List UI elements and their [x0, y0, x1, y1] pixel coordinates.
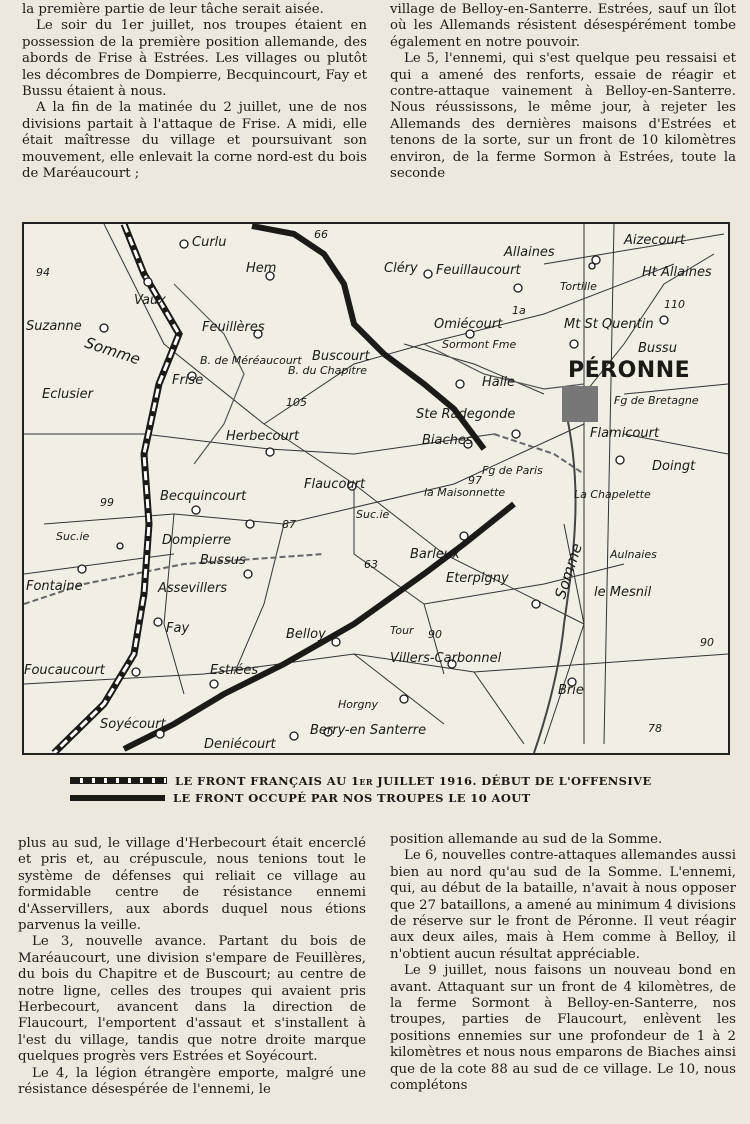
place-label: Belloy: [286, 627, 326, 642]
solid-front-line-icon: [70, 795, 165, 801]
place-label: Doingt: [652, 459, 696, 474]
place-label: Tortille: [560, 280, 597, 293]
height-label: 90: [700, 636, 714, 649]
paragraph: plus au sud, le village d'Herbecourt était encerclé et pris et, au crépuscule, nous tenions tout le système de défenses qui reliait ce village au formidable centre de résistance ennemi d'Asservillers, aux abords duquel nous étions parvenus la veille.: [18, 836, 366, 934]
legend-label: LE FRONT FRANÇAIS AU 1er JUILLET 1916. DÉBUT DE L'OFFENSIVE: [175, 773, 652, 788]
height-label: 94: [36, 266, 50, 279]
place-label: Brie: [558, 683, 584, 698]
place-label: Assevillers: [158, 581, 228, 596]
article-column-bottom-right: [390, 832, 736, 1095]
map-legend: [70, 772, 720, 806]
paragraph: village de Belloy-en-Santerre. Estrées, sauf un îlot où les Allemands résistent désespérément tombe également en notre pouvoir.: [390, 2, 736, 50]
place-label: Mt St Quentin: [564, 317, 654, 332]
dashed-front-line-icon: [70, 777, 167, 784]
place-label: Deniécourt: [204, 737, 276, 752]
height-label: 97: [468, 474, 482, 487]
place-label: Biaches: [422, 433, 473, 448]
paragraph: position allemande au sud de la Somme.: [390, 832, 663, 847]
place-label: Hem: [246, 261, 277, 276]
place-label: Bussu: [638, 341, 677, 356]
height-label: 110: [664, 298, 685, 311]
height-label: 87: [282, 518, 296, 531]
place-label: Fg de Paris: [482, 464, 543, 477]
place-label: Bussus: [200, 553, 246, 568]
place-label: PÉRONNE: [568, 358, 691, 383]
paragraph: Le 4, la légion étrangère emporte, malgré une résistance désespérée de l'ennemi, le: [18, 1065, 366, 1098]
place-label: Becquincourt: [160, 489, 247, 504]
place-label: Suc.ie: [56, 530, 90, 543]
place-label: Fg de Bretagne: [614, 394, 699, 407]
legend-row-august-front: [70, 789, 720, 806]
river-label: Somme: [82, 333, 143, 369]
paragraph: A la fin de la matinée du 2 juillet, une de nos divisions partait à l'attaque de Frise. A midi, elle était maîtresse du village et poursuivant son mouvement, elle enlevait la corne nord-est du bois de Maréaucourt ;: [22, 100, 367, 182]
place-label: Omiécourt: [434, 317, 503, 332]
river-label: Somme: [551, 541, 586, 601]
place-label: Flamicourt: [590, 426, 660, 441]
height-label: 99: [100, 496, 114, 509]
paragraph: Le 9 juillet, nous faisons un nouveau bond en avant. Attaquant sur un front de 4 kilomètres, de la ferme Sormont à Belloy-en-Santerre, nos troupes, parties de Flaucourt, enlèvent les positions ennemies sur une profondeur de 1 à 2 kilomètres et nous nous emparons de Biaches ainsi que de la cote 88 au sud de ce village. Le 10, nous complétons: [390, 963, 736, 1094]
article-column-bottom-left: [18, 836, 366, 1099]
article-column-top-left: [22, 2, 367, 182]
height-label: 105: [286, 396, 307, 409]
place-label: La Chapelette: [574, 488, 651, 501]
height-label: 90: [428, 628, 442, 641]
place-label: Berry-en Santerre: [310, 723, 427, 738]
paragraph: Le soir du 1er juillet, nos troupes étaient en possession de la première position allemande, des abords de Frise à Estrées. Les villages ou plutôt les décombres de Dompierre, Becquincourt, Fay et Bussu étaient à nous.: [22, 18, 367, 100]
place-label: Foucaucourt: [24, 663, 105, 678]
place-label: Feuillaucourt: [436, 263, 521, 278]
place-label: Buscourt: [312, 349, 370, 364]
place-label: Herbecourt: [226, 429, 300, 444]
place-label: Suc.ie: [356, 508, 390, 521]
legend-label: LE FRONT OCCUPÉ PAR NOS TROUPES LE 10 AOUT: [173, 790, 531, 805]
paragraph: la première partie de leur tâche serait aisée.: [22, 2, 324, 17]
place-label: Villers-Carbonnel: [390, 651, 502, 666]
place-label: Aulnaies: [610, 548, 657, 561]
height-label: 1a: [512, 304, 526, 317]
place-label: Eclusier: [42, 387, 93, 402]
place-label: Aizecourt: [624, 233, 686, 248]
place-label: Estrées: [210, 663, 259, 678]
place-label: Fay: [166, 621, 190, 636]
place-label: B. de Méréaucourt: [200, 354, 302, 367]
place-label: Frise: [172, 373, 204, 388]
place-label: Horgny: [338, 698, 378, 711]
place-label: Allaines: [504, 245, 555, 260]
paragraph: Le 3, nouvelle avance. Partant du bois de Maréaucourt, une division s'empare de Feuillères, du bois du Chapitre et de Buscourt; au centre de notre ligne, celles des troupes qui avaient pris Herbecourt, avancent dans la direction de Flaucourt, l'emportent d'assaut et s'installent à l'est du village, tandis que notre droite marque quelques progrès vers Estrées et Soyécourt.: [18, 934, 366, 1065]
place-label: Sormont Fme: [442, 338, 517, 351]
place-label: le Mesnil: [594, 585, 652, 600]
place-label: Curlu: [192, 235, 227, 250]
paragraph: Le 6, nouvelles contre-attaques allemandes aussi bien au nord qu'au sud de la Somme. L'ennemi, qui, au début de la bataille, n'avait à nous opposer que 27 bataillons, a amené au minimum 4 divisions de réserve sur le front de Péronne. Il veut réagir aux deux ailes, mais à Hem comme à Belloy, il n'obtient aucun résultat appréciable.: [390, 848, 736, 962]
front-map: [22, 222, 730, 755]
place-label: Flaucourt: [304, 477, 366, 492]
place-label: Soyécourt: [100, 717, 166, 732]
place-label: Ht Allaines: [642, 265, 712, 280]
paragraph: Le 5, l'ennemi, qui s'est quelque peu ressaisi et qui a amené des renforts, essaie de réagir et contre-attaque vainement à Belloy-en-Santerre. Nous réussissons, le même jour, à rejeter les Allemands des dernières maisons d'Estrées et tenons de la sorte, sur un front de 10 kilomètres environ, de la ferme Sormon à Estrées, toute la seconde: [390, 51, 736, 182]
place-label: Fontaine: [26, 579, 83, 594]
place-label: Cléry: [384, 261, 418, 276]
article-column-top-right: [390, 2, 736, 182]
height-label: 66: [314, 228, 328, 241]
place-label: Eterpigny: [446, 571, 509, 586]
place-label: Feuillères: [202, 320, 265, 335]
place-label: Dompierre: [162, 533, 232, 548]
place-label: Vaux: [134, 293, 166, 308]
place-label: Halle: [482, 375, 515, 390]
height-label: 63: [364, 558, 378, 571]
place-label: la Maisonnette: [424, 486, 506, 499]
place-label: B. du Chapitre: [288, 364, 368, 377]
place-label: Suzanne: [26, 319, 82, 334]
place-label: Barleux: [410, 547, 460, 562]
height-label: 78: [648, 722, 662, 735]
legend-row-initial-front: [70, 772, 720, 789]
place-label: Tour: [390, 624, 414, 637]
place-label: Ste Radegonde: [416, 407, 516, 422]
